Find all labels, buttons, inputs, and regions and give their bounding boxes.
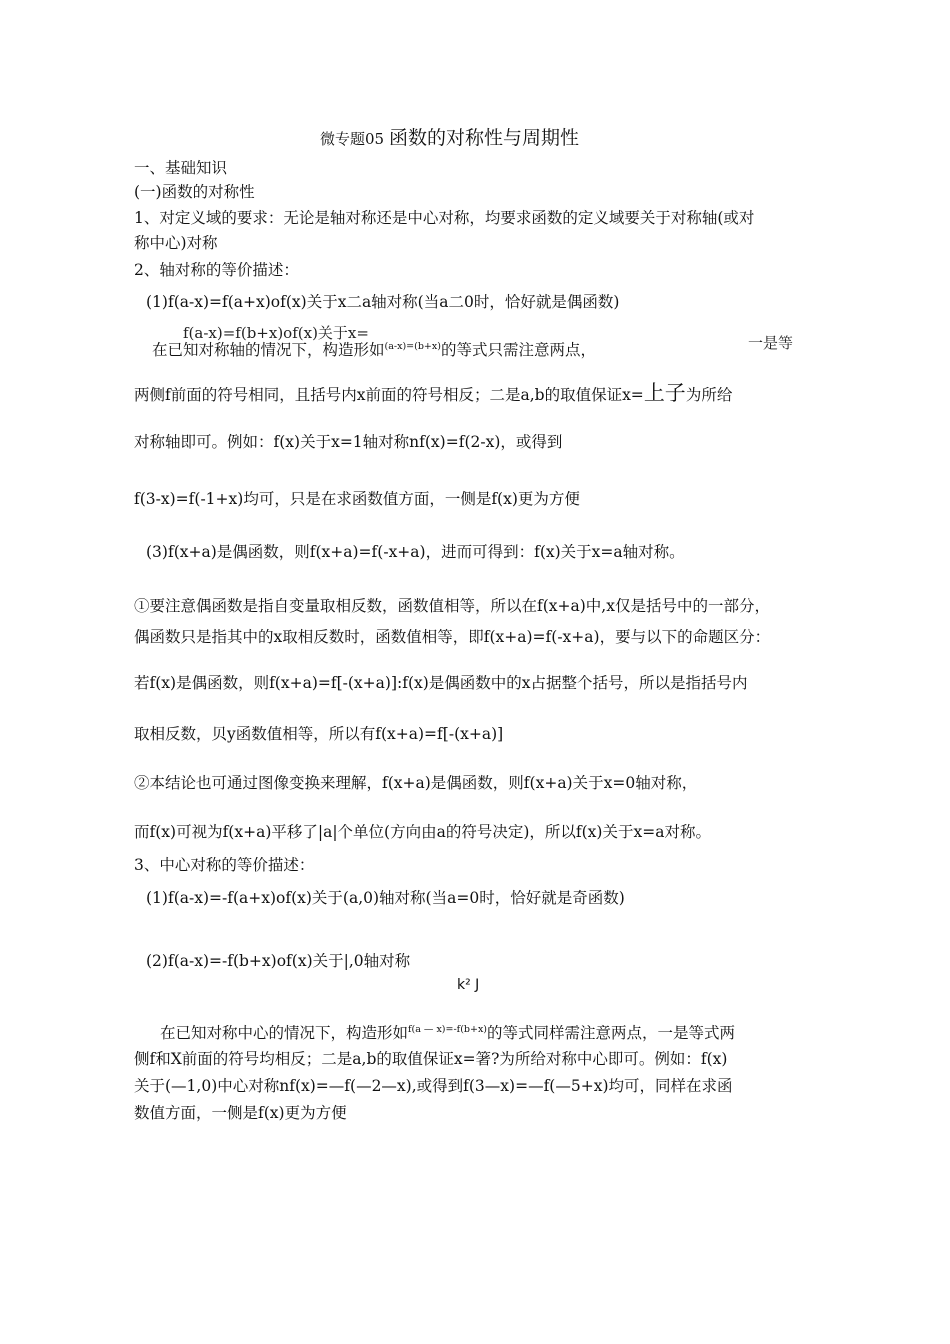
page-title: [320, 128, 579, 149]
text-line: 侧f和X前面的符号均相反；二是a,b的取值保证x=箸?为所给对称中心即可。例如：f(x): [134, 1050, 728, 1068]
section-heading: 一、基础知识: [134, 159, 228, 177]
text-line: 两侧f前面的符号相同，且括号内x前面的符号相反；二是a,b的取值保证x=上子为所给: [134, 381, 733, 405]
subsection-heading: (一)函数的对称性: [134, 183, 255, 201]
title-main: 函数的对称性与周期性: [389, 127, 580, 149]
text-line: 若f(x)是偶函数，则f(x+a)=f[-(x+a)]:f(x)是偶函数中的x占据整个括号，所以是指括号内: [134, 674, 748, 692]
text-line: 偶函数只是指其中的x取相反数时，函数值相等，即f(x+a)=f(-x+a)，要与以下的命题区分：: [134, 628, 771, 646]
formula-line: (2)f(a-x)=-f(b+x)of(x)关于|,0轴对称: [146, 952, 411, 970]
text-line: 取相反数，贝y函数值相等，所以有f(x+a)=f[-(x+a)]: [134, 725, 504, 743]
subsection-heading: 3、中心对称的等价描述：: [134, 856, 315, 874]
title-prefix: 微专题05: [320, 130, 385, 148]
text-fragment: 一是等: [748, 334, 794, 352]
formula-fragment: f(a-x)=f(b+x)of(x)关于x=: [183, 324, 369, 342]
text-line: 称中心)对称: [134, 234, 218, 252]
formula-fragment: k² J: [457, 977, 480, 993]
text-line: 对称轴即可。例如：f(x)关于x=1轴对称nf(x)=f(2-x)，或得到: [134, 433, 563, 451]
text-line: 数值方面，一侧是f(x)更为方便: [134, 1104, 347, 1122]
text-line: 而f(x)可视为f(x+a)平移了|a|个单位(方向由a的符号决定)，所以f(x)关于x=a对称。: [134, 823, 711, 841]
text-line: 2、轴对称的等价描述：: [134, 261, 299, 279]
text-line: 在已知对称中心的情况下，构造形如$^{f(a — x)=-f(b+x)}$的等式同样需注意两点，一是等式两: [160, 1024, 736, 1042]
text-line: f(3-x)=f(-1+x)均可，只是在求函数值方面，一侧是f(x)更为方便: [134, 490, 580, 508]
text-line: ①要注意偶函数是指自变量取相反数，函数值相等，所以在f(x+a)中,x仅是括号中的一部分，: [134, 597, 770, 615]
text-line: 1、对定义域的要求：无论是轴对称还是中心对称，均要求函数的定义域要关于对称轴(或对: [134, 209, 755, 227]
text-line: (3)f(x+a)是偶函数，则f(x+a)=f(-x+a)，进而可得到：f(x)关于x=a轴对称。: [146, 543, 685, 561]
text-line: 关于(—1,0)中心对称nf(x)=—f(—2—x),或得到f(3—x)=—f(—5+x)均可，同样在求函: [134, 1077, 733, 1095]
text-line: ②本结论也可通过图像变换来理解，f(x+a)是偶函数，则f(x+a)关于x=0轴对称，: [134, 774, 698, 792]
text-line: 在已知对称轴的情况下，构造形如$^{(a-x)=(b+x)}$的等式只需注意两点，: [152, 341, 596, 359]
formula-line: (1)f(a-x)=f(a+x)of(x)关于x二a轴对称(当a二0时，恰好就是偶函数): [146, 293, 620, 311]
formula-line: (1)f(a-x)=-f(a+x)of(x)关于(a,0)轴对称(当a=0时，恰好就是奇函数): [146, 889, 625, 907]
